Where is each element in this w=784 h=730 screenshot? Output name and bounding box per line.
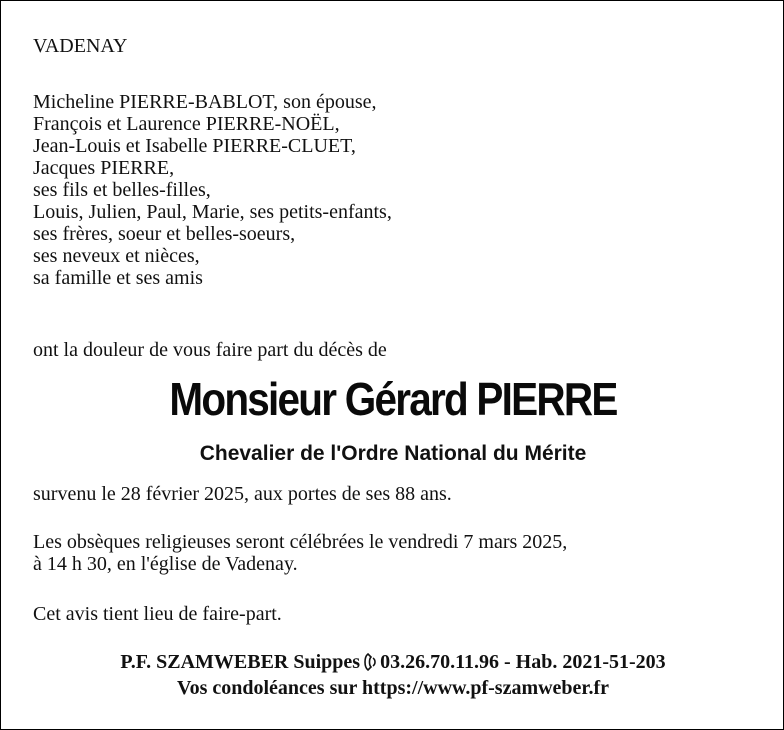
family-line: François et Laurence PIERRE-NOËL, xyxy=(33,113,340,135)
town-name: VADENAY xyxy=(33,35,128,57)
family-line: ses neveux et nièces, xyxy=(33,245,200,267)
funeral-line: Les obsèques religieuses seront célébrées le vendredi 7 mars 2025, xyxy=(33,531,568,553)
family-line: ses frères, soeur et belles-soeurs, xyxy=(33,223,296,245)
deceased-name: Monsieur Gérard PIERRE xyxy=(169,373,617,425)
funeral-line: à 14 h 30, en l'église de Vadenay. xyxy=(33,553,298,575)
family-line: Jean-Louis et Isabelle PIERRE-CLUET, xyxy=(33,135,356,157)
family-line: sa famille et ses amis xyxy=(33,267,203,289)
funeral-home-name: P.F. SZAMWEBER Suippes xyxy=(120,651,361,673)
notice-statement: Cet avis tient lieu de faire-part. xyxy=(33,603,282,625)
family-line: Micheline PIERRE-BABLOT, son épouse, xyxy=(33,91,377,113)
family-list xyxy=(33,91,392,289)
funeral-home-contact xyxy=(1,649,784,675)
family-line: ses fils et belles-filles, xyxy=(33,179,211,201)
funeral-home-footer xyxy=(1,649,784,701)
death-info: survenu le 28 février 2025, aux portes de ses 88 ans. xyxy=(33,483,452,505)
funeral-details xyxy=(33,531,567,575)
family-line: Jacques PIERRE, xyxy=(33,157,175,179)
announcement-text: ont la douleur de vous faire part du décès de xyxy=(33,339,387,361)
family-line: Louis, Julien, Paul, Marie, ses petits-enfants, xyxy=(33,201,392,223)
phone-number: 03.26.70.11.96 - Hab. 2021-51-203 xyxy=(380,651,666,673)
honor-title: Chevalier de l'Ordre National du Mérite xyxy=(199,442,587,465)
phone-icon xyxy=(364,652,378,670)
condolences-link[interactable]: Vos condoléances sur https://www.pf-szamweber.fr xyxy=(176,677,610,699)
